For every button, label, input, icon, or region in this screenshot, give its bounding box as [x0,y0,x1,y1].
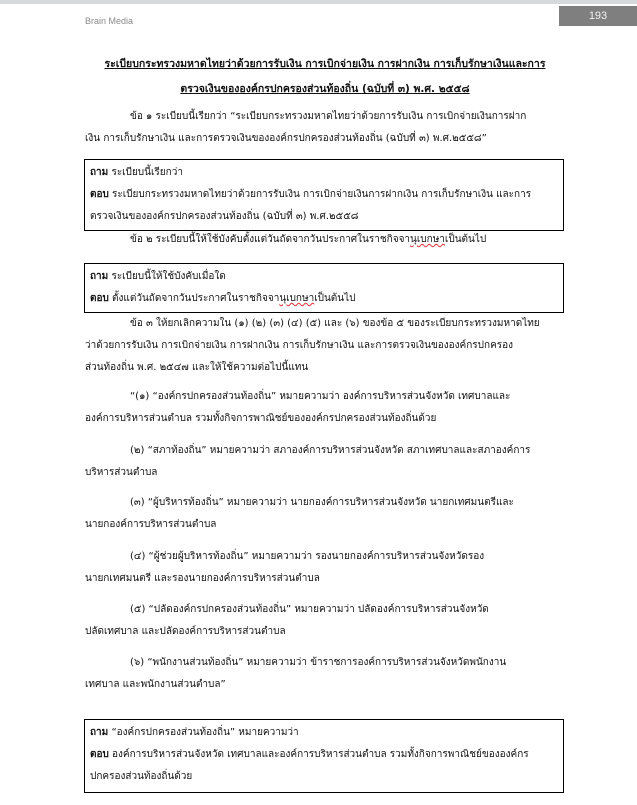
answer-text: ตั้งแต่วันถัดจากวันประกาศในราชกิจจา [108,293,280,304]
spellcheck-word: นุเบกษา [279,293,315,304]
definition-1-line-1: “(๑) “องค์กรปกครองส่วนท้องถิ่น” หมายความว่า องค์การบริหารส่วนจังหวัด เทศบาลและ [130,391,511,402]
question-label: ถาม [90,271,109,282]
question-text: ระเบียบนี้ให้ใช้บังคับเมื่อใด [108,271,226,282]
spellcheck-word: นุเบกษา [410,234,445,245]
question-2 [90,266,558,288]
answer-text-line-1: องค์การบริหารส่วนจังหวัด เทศบาลและองค์การบริหารส่วนตำบล รวมทั้งกิจการพาณิชย์ขององค์กร [108,749,529,760]
definition-3-line-1: (๓) “ผู้บริหารท้องถิ่น” หมายความว่า นายกองค์การบริหารส่วนจังหวัด นายกเทศมนตรีและ [130,497,514,508]
answer-label: ตอบ [90,293,109,304]
question-label: ถาม [90,727,109,738]
definition-1-line-2: องค์การบริหารส่วนตำบล รวมทั้งกิจการพาณิชย์ขององค์กรปกครองส่วนท้องถิ่นด้วย [85,413,437,424]
answer-3 [90,744,558,766]
definition-4-line-2: นายกเทศมนตรี และรองนายกองค์การบริหารส่วนตำบล [85,573,320,584]
question-text: ระเบียบนี้เรียกว่า [108,167,183,178]
answer-text-end: เป็นต้นไป [314,293,356,304]
answer-1 [90,184,558,206]
answer-2 [90,288,558,310]
answer-label: ตอบ [90,189,109,200]
definition-5-line-1: (๕) “ปลัดองค์กรปกครองส่วนท้องถิ่น” หมายความว่า ปลัดองค์การบริหารส่วนจังหวัด [130,604,489,615]
document-title-line-1: ระเบียบกระทรวงมหาดไทยว่าด้วยการรับเงิน การเบิกจ่ายเงิน การฝากเงิน การเก็บรักษาเงินและการ [104,58,546,70]
article-3-line-2: ว่าด้วยการรับเงิน การเบิกจ่ายเงิน การฝากเงิน การเก็บรักษาเงิน และการตรวจเงินขององค์กรปกครอง [85,340,514,351]
question-1 [90,162,558,184]
article-2-text-end: เป็นต้นไป [444,234,487,245]
answer-text-line-2: ตรวจเงินขององค์กรปกครองส่วนท้องถิ่น (ฉบับที่ ๓) พ.ศ.๒๕๕๘ [90,211,359,222]
question-text: “องค์กรปกครองส่วนท้องถิ่น” หมายความว่า [108,727,299,738]
definition-5-line-2: ปลัดเทศบาล และปลัดองค์การบริหารส่วนตำบล [85,626,286,637]
answer-text-line-1: ระเบียบกระทรวงมหาดไทยว่าด้วยการรับเงิน การเบิกจ่ายเงินการฝากเงิน การเก็บรักษาเงิน และการ [108,189,532,200]
brand-label: Brain Media [85,16,134,26]
article-1-line-2: เงิน การเก็บรักษาเงิน และการตรวจเงินขององค์กรปกครองส่วนท้องถิ่น (ฉบับที่ ๓) พ.ศ.๒๕๕๘” [85,133,487,144]
definition-4-line-1: (๔) “ผู้ช่วยผู้บริหารท้องถิ่น” หมายความว่า รองนายกองค์การบริหารส่วนจังหวัดรอง [130,551,485,562]
article-2-text: ข้อ ๒ ระเบียบนี้ให้ใช้บังคับตั้งแต่วันถัดจากวันประกาศในราชกิจจา [130,234,411,245]
definition-6-line-2: เทศบาล และพนักงานส่วนตำบล” [85,679,226,690]
definition-2-line-2: บริหารส่วนตำบล [85,467,158,478]
definition-3-line-2: นายกองค์การบริหารส่วนตำบล [85,519,217,530]
answer-label: ตอบ [90,749,109,760]
article-2 [85,229,565,251]
question-label: ถาม [90,167,109,178]
question-3 [90,722,558,744]
answer-text-line-2: ปกครองส่วนท้องถิ่นด้วย [90,771,193,782]
qa-box-2 [84,263,564,313]
qa-box-3 [84,719,564,793]
qa-box-1 [84,159,564,231]
page-number-badge: 193 [559,6,637,26]
definition-6-line-1: (๖) “พนักงานส่วนท้องถิ่น” หมายความว่า ข้าราชการองค์การบริหารส่วนจังหวัดพนักงาน [130,657,507,668]
definition-2-line-1: (๒) “สภาท้องถิ่น” หมายความว่า สภาองค์การบริหารส่วนจังหวัด สภาเทศบาลและสภาองค์การ [130,445,531,456]
article-3-line-3: ส่วนท้องถิ่น พ.ศ. ๒๕๔๗ และให้ใช้ความต่อไปนี้แทน [85,362,309,373]
article-1-line-1: ข้อ ๑ ระเบียบนี้เรียกว่า “ระเบียบกระทรวงมหาดไทยว่าด้วยการรับเงิน การเบิกจ่ายเงินการฝาก [130,111,527,122]
document-title-line-2: ตรวจเงินขององค์กรปกครองส่วนท้องถิ่น (ฉบับที่ ๓) พ.ศ. ๒๕๕๘ [180,83,470,95]
top-border [0,0,637,4]
article-3-line-1: ข้อ ๓ ให้ยกเลิกความใน (๑) (๒) (๓) (๔) (๕) และ (๖) ของข้อ ๕ ของระเบียบกระทรวงมหาดไทย [130,318,540,329]
